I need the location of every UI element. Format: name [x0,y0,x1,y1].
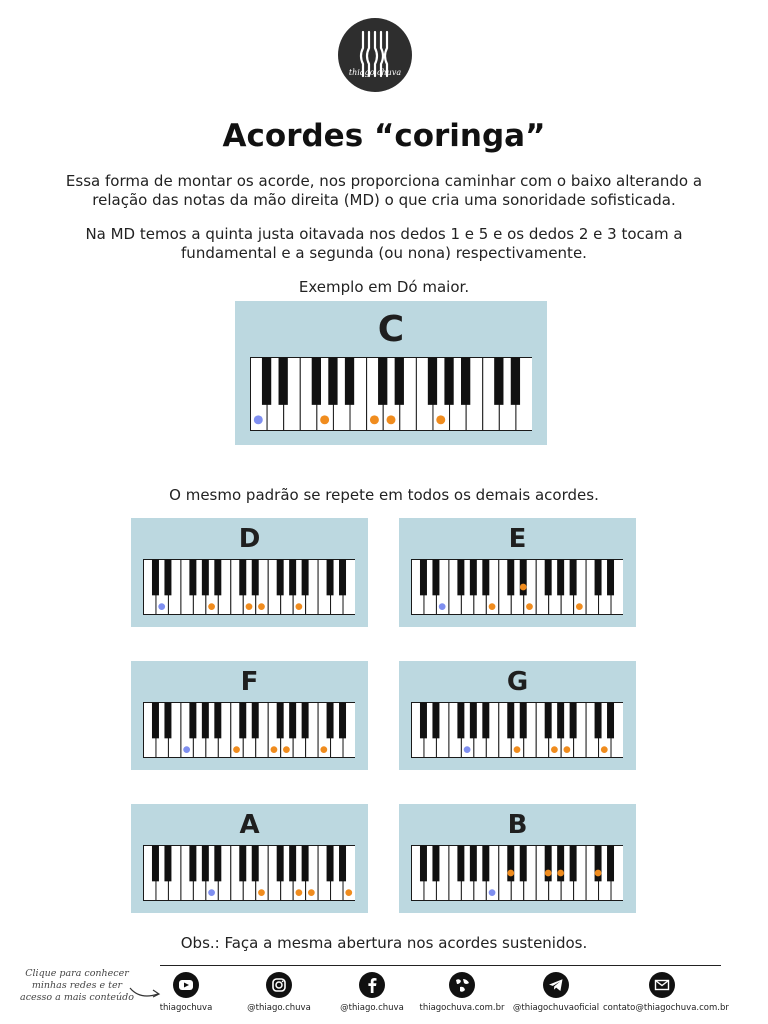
black-key [595,703,602,739]
youtube-label: thiagochuva [159,1003,213,1013]
black-key [289,703,296,739]
black-key [470,703,477,739]
chord-name: E [508,524,527,554]
black-key [339,560,346,596]
black-key [482,560,489,596]
black-key [570,846,577,882]
globe-icon [449,972,475,998]
right-hand-note-dot [233,746,240,753]
black-key [395,358,404,405]
black-key [520,846,527,882]
chord-name: F [240,667,259,697]
social-hint: Clique para conhecer minhas redes e ter acesso a mais conteúdo [20,968,134,1003]
right-hand-note-dot [595,870,602,877]
chord-name: B [507,810,528,840]
black-key [494,358,503,405]
black-key [470,560,477,596]
bass-note-dot [489,889,496,896]
black-key [507,560,514,596]
black-key [545,560,552,596]
keyboard [411,702,623,758]
black-key [262,358,271,405]
black-key [345,358,354,405]
instagram-icon [266,972,292,998]
chord-panel-g [399,661,636,770]
black-key [420,703,427,739]
black-key [277,846,284,882]
black-key [202,560,209,596]
right-hand-note-dot [514,746,521,753]
bass-note-dot [254,415,263,424]
mail-icon [649,972,675,998]
instagram-label: @thiago.chuva [247,1003,311,1013]
right-hand-note-dot [345,889,352,896]
right-hand-note-dot [436,415,445,424]
instagram-link[interactable] [235,972,323,1013]
bass-note-dot [439,603,446,610]
black-key [279,358,288,405]
right-hand-note-dot [271,746,278,753]
black-key [214,846,221,882]
black-key [252,560,259,596]
black-key [189,703,196,739]
chord-name: A [239,810,260,840]
black-key [214,703,221,739]
black-key [239,846,246,882]
black-key [482,846,489,882]
black-key [327,703,334,739]
right-hand-note-dot [320,415,329,424]
black-key [312,358,321,405]
chord-panel-c [235,301,547,445]
website-label: thiagochuva.com.br [419,1003,505,1013]
right-hand-note-dot [526,603,533,610]
black-key [482,703,489,739]
black-key [189,846,196,882]
right-hand-note-dot [557,870,564,877]
black-key [328,358,337,405]
black-key [557,560,564,596]
right-hand-note-dot [258,603,265,610]
right-hand-note-dot [507,870,514,877]
chord-panel-e [399,518,636,627]
black-key [520,703,527,739]
black-key [289,560,296,596]
black-key [570,560,577,596]
right-hand-note-dot [601,746,608,753]
email-link[interactable] [603,972,729,1013]
right-hand-note-dot [520,584,527,591]
youtube-icon [173,972,199,998]
bass-note-dot [208,889,215,896]
black-key [302,703,309,739]
obs-text: Obs.: Faça a mesma abertura nos acordes sustenidos. [180,934,588,952]
explanation-paragraph: Na MD temos a quinta justa oitavada nos dedos 1 e 5 e os dedos 2 e 3 tocam a fundamental e a segunda (ou nona) respectivamente. [85,225,683,262]
keyboard [250,357,532,431]
black-key [420,560,427,596]
black-key [545,703,552,739]
right-hand-note-dot [370,415,379,424]
facebook-link[interactable] [328,972,416,1013]
black-key [302,560,309,596]
black-key [252,846,259,882]
right-hand-note-dot [296,603,303,610]
facebook-icon [359,972,385,998]
right-hand-note-dot [489,603,496,610]
right-hand-note-dot [551,746,558,753]
black-key [470,846,477,882]
chord-name: C [377,309,405,350]
black-key [420,846,427,882]
right-hand-note-dot [320,746,327,753]
black-key [152,846,159,882]
black-key [164,560,171,596]
email-label: contato@thiagochuva.com.br [603,1003,729,1013]
example-label: Exemplo em Dó maior. [298,278,470,296]
black-key [152,560,159,596]
website-link[interactable] [418,972,506,1013]
facebook-label: @thiago.chuva [340,1003,404,1013]
black-key [607,703,614,739]
black-key [252,703,259,739]
right-hand-note-dot [387,415,396,424]
black-key [164,846,171,882]
right-hand-note-dot [564,746,571,753]
bass-note-dot [183,746,190,753]
black-key [457,560,464,596]
pattern-text: O mesmo padrão se repete em todos os demais acordes. [169,486,599,504]
chord-panel-f [131,661,368,770]
piano-keys-logo-icon [338,18,412,92]
black-key [432,703,439,739]
black-key [277,703,284,739]
right-hand-note-dot [258,889,265,896]
chord-name: G [506,667,529,697]
right-hand-note-dot [545,870,552,877]
right-hand-note-dot [308,889,315,896]
youtube-link[interactable] [150,972,222,1013]
black-key [570,703,577,739]
black-key [339,703,346,739]
black-key [444,358,453,405]
right-hand-note-dot [246,603,253,610]
black-key [432,846,439,882]
black-key [457,703,464,739]
black-key [239,703,246,739]
black-key [239,560,246,596]
chord-panel-b [399,804,636,913]
telegram-label: @thiagochuvaoficial [512,1003,600,1013]
keyboard [143,702,355,758]
black-key [432,560,439,596]
black-key [289,846,296,882]
black-key [202,703,209,739]
chord-panel-a [131,804,368,913]
keyboard [143,845,355,901]
black-key [461,358,470,405]
black-key [428,358,437,405]
black-key [214,560,221,596]
black-key [302,846,309,882]
black-key [152,703,159,739]
telegram-icon [543,972,569,998]
right-hand-note-dot [296,889,303,896]
black-key [507,703,514,739]
chord-name: D [238,524,261,554]
black-key [457,846,464,882]
black-key [202,846,209,882]
bass-note-dot [464,746,471,753]
right-hand-note-dot [283,746,290,753]
black-key [339,846,346,882]
keyboard [411,845,623,901]
right-hand-note-dot [576,603,583,610]
black-key [557,703,564,739]
bass-note-dot [158,603,165,610]
black-key [189,560,196,596]
black-key [595,560,602,596]
intro-paragraph: Essa forma de montar os acorde, nos proporciona caminhar com o baixo alterando a relação das notas da mão direita (MD) o que cria uma sonoridade sofisticada. [65,172,703,209]
black-key [327,846,334,882]
logo-text: thiago chuva [348,68,402,77]
footer-divider [160,965,721,966]
black-key [164,703,171,739]
black-key [511,358,520,405]
telegram-link[interactable] [509,972,603,1013]
brand-logo [338,18,412,92]
black-key [607,846,614,882]
black-key [277,560,284,596]
black-key [607,560,614,596]
black-key [327,560,334,596]
keyboard [143,559,355,615]
right-hand-note-dot [208,603,215,610]
black-key [378,358,387,405]
chord-panel-d [131,518,368,627]
keyboard [411,559,623,615]
page-title: Acordes “coringa” [222,118,546,154]
